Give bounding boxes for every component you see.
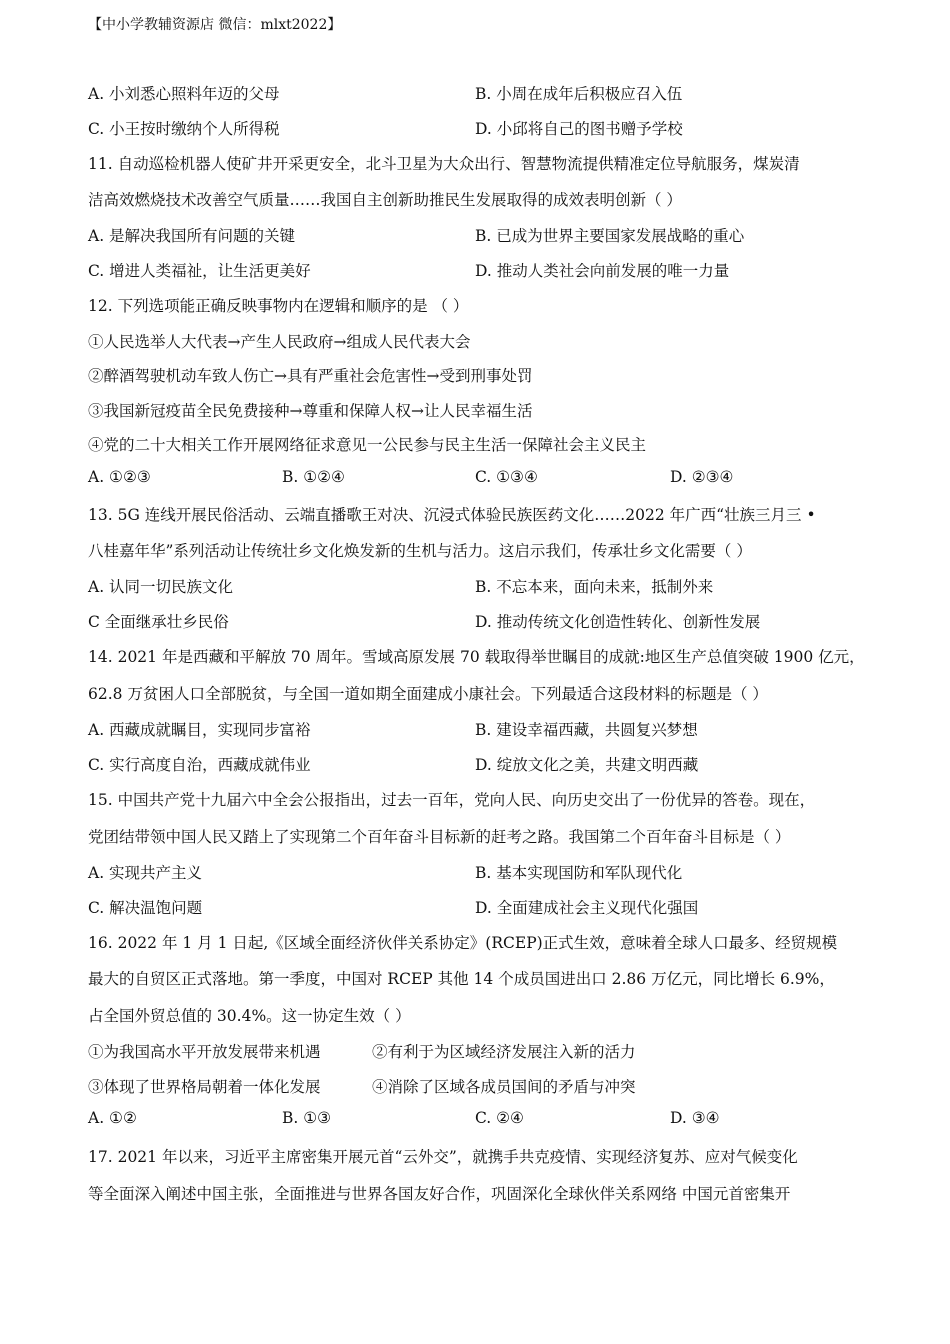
q13-option-c: C 全面继承壮乡民俗 — [88, 613, 229, 631]
q16-option-d: D. ③④ — [670, 1109, 720, 1127]
q11-stem-line-1: 11. 自动巡检机器人使矿井开采更安全，北斗卫星为大众出行、智慧物流提供精准定位导航服务，煤炭清 — [88, 155, 800, 173]
q12-option-c: C. ①③④ — [475, 468, 538, 486]
q13-option-b: B. 不忘本来，面向未来，抵制外来 — [475, 578, 714, 596]
q12-option-d: D. ②③④ — [670, 468, 734, 486]
q14-option-c: C. 实行高度自治，西藏成就伟业 — [88, 756, 311, 774]
q12-option-b: B. ①②④ — [282, 468, 345, 486]
q12-stem: 12. 下列选项能正确反映事物内在逻辑和顺序的是 （ ） — [88, 297, 469, 315]
q14-option-b: B. 建设幸福西藏，共圆复兴梦想 — [475, 721, 698, 739]
q16-stem-line-1: 16. 2022 年 1 月 1 日起,《区域全面经济伙伴关系协定》(RCEP)正式生效，意味着全球人口最多、经贸规模 — [88, 934, 838, 952]
q12-statement-1: ①人民选举人大代表→产生人民政府→组成人民代表大会 — [88, 333, 471, 351]
q10-option-a: A. 小刘悉心照料年迈的父母 — [88, 85, 280, 103]
q10-option-b: B. 小周在成年后积极应召入伍 — [475, 85, 683, 103]
q11-option-c: C. 增进人类福祉，让生活更美好 — [88, 262, 311, 280]
q10-option-c: C. 小王按时缴纳个人所得税 — [88, 120, 280, 138]
q16-stem-line-2: 最大的自贸区正式落地。第一季度，中国对 RCEP 其他 14 个成员国进出口 2.86 万亿元，同比增长 6.9%， — [88, 970, 835, 988]
q12-statement-2: ②醉酒驾驶机动车致人伤亡→具有严重社会危害性→受到刑事处罚 — [88, 367, 533, 385]
q16-statement-4: ④消除了区域各成员国间的矛盾与冲突 — [372, 1078, 636, 1096]
q15-option-c: C. 解决温饱问题 — [88, 899, 203, 917]
q14-option-a: A. 西藏成就瞩目，实现同步富裕 — [88, 721, 311, 739]
q15-option-a: A. 实现共产主义 — [88, 864, 203, 882]
q15-option-d: D. 全面建成社会主义现代化强国 — [475, 899, 699, 917]
q16-option-b: B. ①③ — [282, 1109, 332, 1127]
q15-option-b: B. 基本实现国防和军队现代化 — [475, 864, 683, 882]
q16-option-c: C. ②④ — [475, 1109, 524, 1127]
q13-stem-line-2: 八桂嘉年华”系列活动让传统壮乡文化焕发新的生机与活力。这启示我们，传承壮乡文化需要（ ） — [88, 542, 752, 560]
q17-stem-line-1: 17. 2021 年以来，习近平主席密集开展元首“云外交”，就携手共克疫情、实现经济复苏、应对气候变化 — [88, 1148, 798, 1166]
q12-statement-3: ③我国新冠疫苗全民免费接种→尊重和保障人权→让人民幸福生活 — [88, 402, 533, 420]
q16-option-a: A. ①② — [88, 1109, 137, 1127]
q11-option-d: D. 推动人类社会向前发展的唯一力量 — [475, 262, 730, 280]
q14-stem-line-2: 62.8 万贫困人口全部脱贫，与全国一道如期全面建成小康社会。下列最适合这段材料的标题是（ ） — [88, 685, 768, 703]
q11-stem-line-2: 洁高效燃烧技术改善空气质量……我国自主创新助推民生发展取得的成效表明创新（ ） — [88, 191, 682, 209]
q12-statement-4: ④党的二十大相关工作开展网络征求意见一公民参与民主生活一保障社会主义民主 — [88, 436, 647, 454]
page-header: 【中小学教辅资源店 微信：mlxt2022】 — [88, 17, 342, 33]
q11-option-b: B. 已成为世界主要国家发展战略的重心 — [475, 227, 745, 245]
q12-option-a: A. ①②③ — [88, 468, 151, 486]
q16-statement-1: ①为我国高水平开放发展带来机遇 — [88, 1043, 321, 1061]
q16-statement-3: ③体现了世界格局朝着一体化发展 — [88, 1078, 321, 1096]
q14-option-d: D. 绽放文化之美，共建文明西藏 — [475, 756, 699, 774]
q10-option-d: D. 小邱将自己的图书赠予学校 — [475, 120, 683, 138]
q15-stem-line-1: 15. 中国共产党十九届六中全会公报指出，过去一百年，党向人民、向历史交出了一份优异的答卷。现在， — [88, 791, 816, 809]
q16-stem-line-3: 占全国外贸总值的 30.4%。这一协定生效（ ） — [88, 1007, 411, 1025]
q13-option-d: D. 推动传统文化创造性转化、创新性发展 — [475, 613, 761, 631]
q15-stem-line-2: 党团结带领中国人民又踏上了实现第二个百年奋斗目标新的赶考之路。我国第二个百年奋斗目标是（ ） — [88, 828, 791, 846]
q14-stem-line-1: 14. 2021 年是西藏和平解放 70 周年。雪域高原发展 70 载取得举世瞩目的成就:地区生产总值突破 1900 亿元， — [88, 648, 865, 666]
q17-stem-line-2: 等全面深入阐述中国主张，全面推进与世界各国友好合作，巩固深化全球伙伴关系网络 中国元首密集开 — [88, 1185, 791, 1203]
q13-stem-line-1: 13. 5G 连线开展民俗活动、云端直播歌王对决、沉浸式体验民族医药文化……2022 年广西“壮族三月三 • — [88, 506, 816, 524]
q13-option-a: A. 认同一切民族文化 — [88, 578, 234, 596]
q16-statement-2: ②有利于为区域经济发展注入新的活力 — [372, 1043, 636, 1061]
q11-option-a: A. 是解决我国所有问题的关键 — [88, 227, 296, 245]
